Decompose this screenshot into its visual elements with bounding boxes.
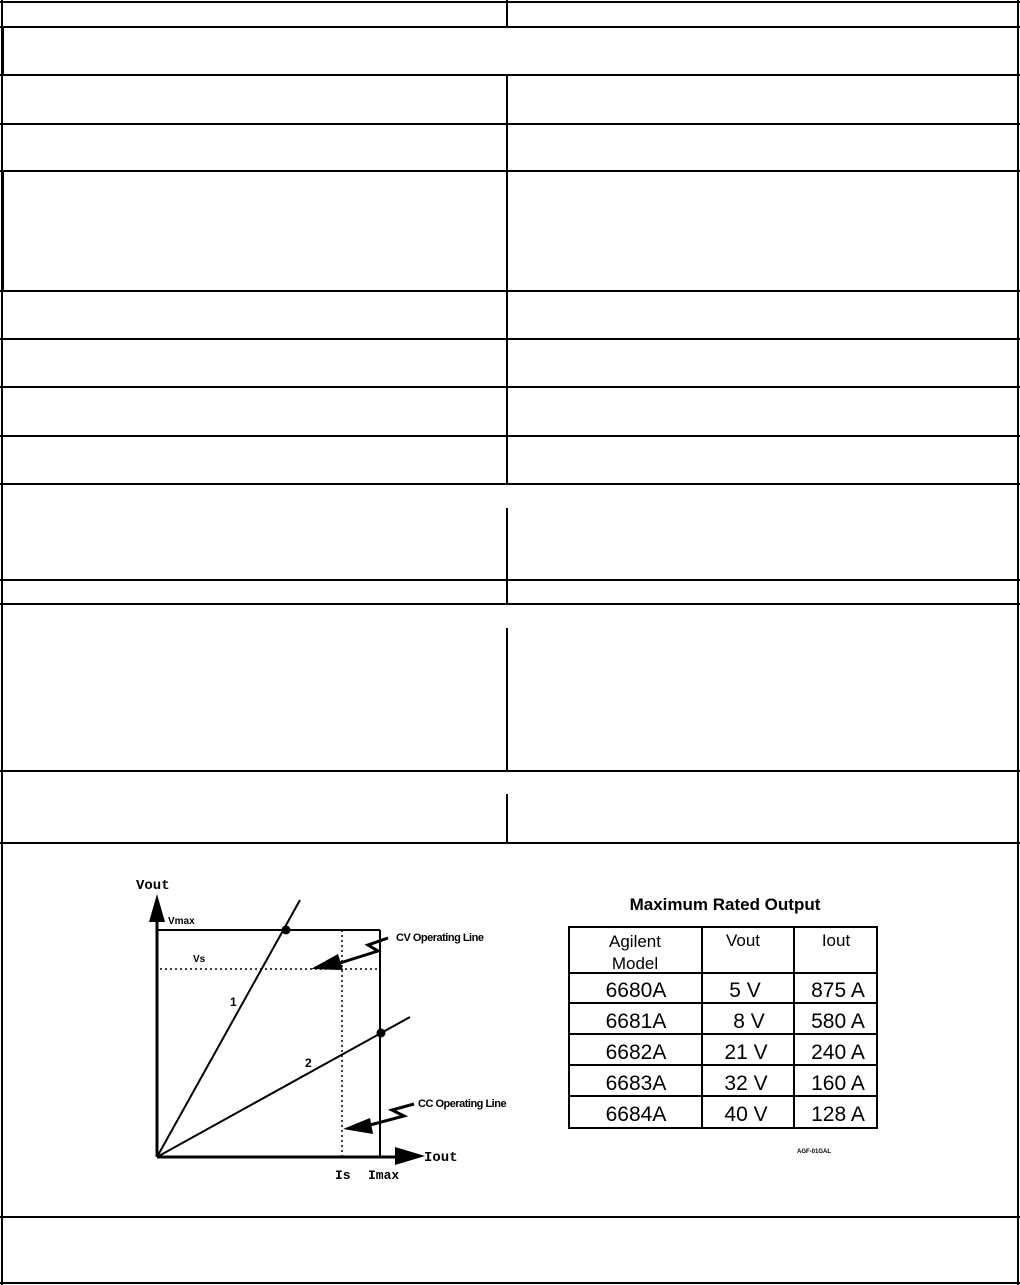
row-divider xyxy=(0,435,1020,437)
frame-top-border xyxy=(0,1,1020,3)
left-cell-inner-border xyxy=(3,170,4,290)
is-label: Is xyxy=(335,1168,351,1183)
row-divider xyxy=(0,770,1020,772)
header-iout: Iout xyxy=(821,931,851,950)
row-6680a-vout: 5 V xyxy=(729,979,761,1002)
column-divider xyxy=(506,74,508,170)
header-model-line2: Model xyxy=(611,954,659,973)
x-axis-arrow-icon xyxy=(395,1147,425,1165)
row-divider xyxy=(0,386,1020,388)
row-divider xyxy=(0,603,1020,605)
row-divider xyxy=(0,483,1020,485)
row-6683a-iout: 160 A xyxy=(811,1072,865,1095)
row-6681a-iout: 580 A xyxy=(811,1010,865,1033)
header-model-line1: Agilent xyxy=(609,932,661,951)
vs-label: Vs xyxy=(193,954,206,965)
row-6680a-iout: 875 A xyxy=(811,979,865,1002)
row-6681a-vout: 8 V xyxy=(733,1010,765,1033)
row-6682a-vout: 21 V xyxy=(724,1041,768,1064)
row-6684a-vout: 40 V xyxy=(724,1103,768,1126)
row-6682a-model: 6682A xyxy=(605,1041,667,1064)
row-divider xyxy=(0,338,1020,340)
cv-pointer-icon xyxy=(311,938,388,970)
cc-operating-line-label: CC Operating Line xyxy=(418,1098,507,1110)
row-6682a-iout: 240 A xyxy=(811,1041,865,1064)
row-divider xyxy=(0,579,1020,581)
table-title: Maximum Rated Output xyxy=(629,895,821,914)
column-divider xyxy=(506,628,508,770)
row-divider xyxy=(0,74,1020,76)
line-2-label: 2 xyxy=(305,1056,312,1070)
row-6684a-iout: 128 A xyxy=(811,1103,865,1126)
column-divider xyxy=(506,290,508,483)
header-vout: Vout xyxy=(725,931,761,950)
column-divider xyxy=(506,794,508,842)
operating-characteristic-diagram xyxy=(0,842,1020,1217)
row-6681a-model: 6681A xyxy=(605,1010,667,1033)
imax-label: Imax xyxy=(368,1168,400,1183)
operating-point-1 xyxy=(282,926,291,935)
row-6683a-model: 6683A xyxy=(605,1072,667,1095)
figure-code: AGF-01GAL xyxy=(796,1149,832,1155)
cc-pointer-icon xyxy=(343,1104,414,1134)
row-6683a-vout: 32 V xyxy=(724,1072,768,1095)
row-divider xyxy=(0,26,1020,28)
y-axis-arrow-icon xyxy=(149,894,165,922)
column-divider xyxy=(506,508,508,579)
line-1-label: 1 xyxy=(230,995,237,1009)
frame-bottom-border xyxy=(0,1282,1020,1284)
vmax-label: Vmax xyxy=(168,916,195,927)
x-axis-label: Iout xyxy=(424,1150,458,1166)
left-cell-inner-border xyxy=(3,26,4,74)
row-divider xyxy=(0,290,1020,292)
column-divider xyxy=(506,579,508,603)
column-divider xyxy=(506,170,508,290)
y-axis-label: Vout xyxy=(136,878,170,894)
operating-point-2 xyxy=(377,1029,386,1038)
column-divider xyxy=(506,0,508,26)
row-divider xyxy=(0,170,1020,172)
row-6680a-model: 6680A xyxy=(605,979,667,1002)
cv-operating-line-label: CV Operating Line xyxy=(396,932,484,944)
row-divider xyxy=(0,123,1020,125)
row-6684a-model: 6684A xyxy=(605,1103,667,1126)
